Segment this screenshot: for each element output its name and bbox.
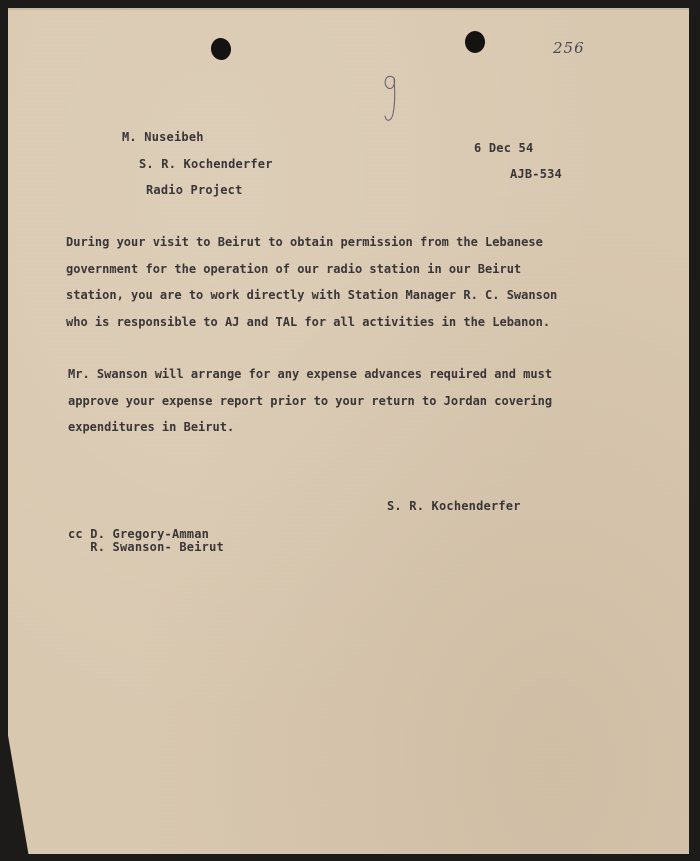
paragraph-line: approve your expense report prior to your return to Jordan covering [68, 393, 553, 408]
paragraph-line: Mr. Swanson will arrange for any expense advances required and must [68, 367, 553, 381]
cc-line-1: cc D. Gregory-Amman [68, 527, 210, 541]
memo-to: M. Nuseibeh [122, 130, 204, 144]
paragraph-line: expenditures in Beirut. [68, 420, 235, 434]
paragraph-line: station, you are to work directly with Station Manager R. C. Swanson [66, 288, 558, 302]
paragraph-line: During your visit to Beirut to obtain permission from the Lebanese [66, 235, 543, 249]
paper-top-edge [8, 8, 689, 10]
handwritten-page-number: 256 [553, 39, 585, 57]
pencil-mark [380, 70, 402, 126]
body-paragraph-1 [66, 229, 557, 335]
punch-hole-right [465, 31, 485, 53]
memo-date: 6 Dec 54 [474, 141, 534, 155]
paragraph-line: government for the operation of our radio station in our Beirut [66, 261, 522, 276]
memo-subject: Radio Project [146, 183, 243, 197]
body-paragraph-2 [68, 361, 552, 441]
paragraph-line: who is responsible to AJ and TAL for all activities in the Lebanon. [66, 314, 551, 329]
memo-reference: AJB-534 [510, 167, 562, 181]
memo-from: S. R. Kochenderfer [139, 157, 273, 171]
signature-line: S. R. Kochenderfer [387, 499, 521, 513]
cc-line-2: R. Swanson- Beirut [68, 540, 224, 554]
